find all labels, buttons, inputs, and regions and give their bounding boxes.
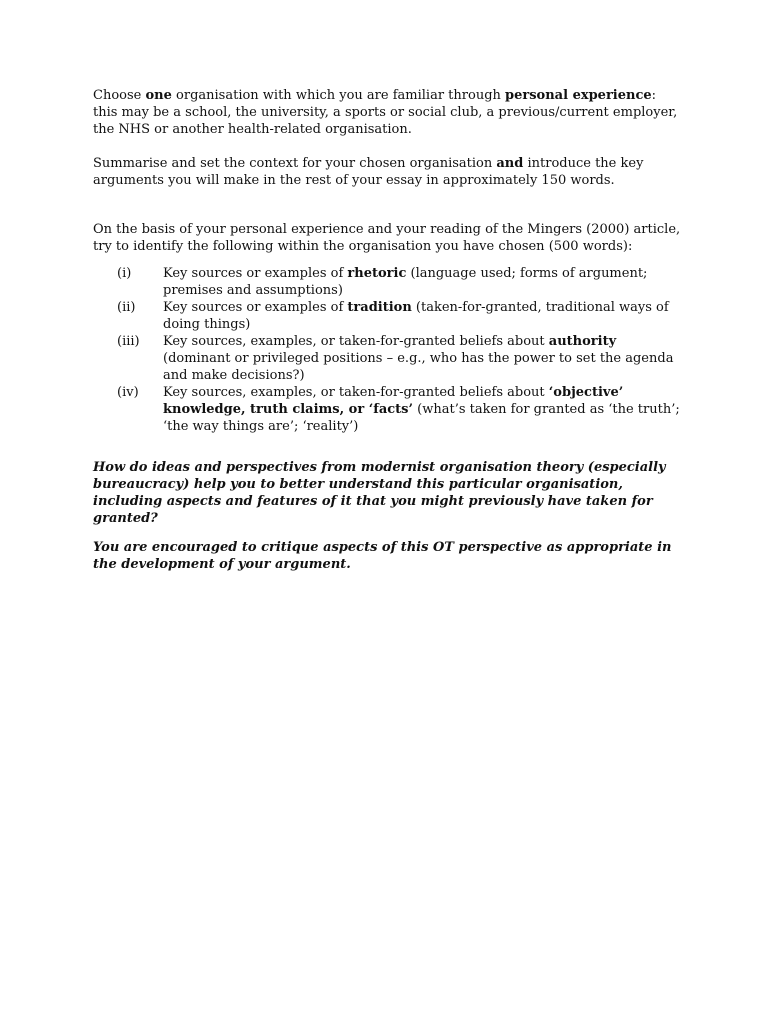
basis-paragraph: On the basis of your personal experience and your reading of the Mingers (2000) article, try to identify the following within the organisation you have chosen (500 words): [93,222,681,254]
list-item-text-part: (dominant or privileged positions – e.g., who has the power to set the agenda and make decisions?) [163,351,674,383]
list-item-text-part: Key sources or examples of [163,300,348,315]
list-item [93,384,683,435]
list-item-text-part: Key sources or examples of [163,266,348,281]
list-item-text [163,333,683,384]
list-item [93,299,683,333]
intro-paragraph [93,87,683,138]
identify-list [93,265,683,435]
list-item-text [163,384,683,435]
critique-note: You are encouraged to critique aspects of this OT perspective as appropriate in the development of your argument. [93,540,672,572]
list-item-keyword: ‘objective’ knowledge, truth claims, or ‘facts’ [163,385,624,417]
list-item-number: (ii) [117,300,136,315]
summary-text-2: introduce the key arguments you will make in the rest of your essay in approximately 150 words. [93,156,644,188]
intro-text-3: : this may be a school, the university, a sports or social club, a previous/current employer, the NHS or another health-related organisation. [93,88,678,137]
list-item [93,265,683,299]
list-item-text-part: Key sources, examples, or taken-for-granted beliefs about [163,334,549,349]
summary-paragraph [93,155,683,189]
list-item-text [163,299,683,333]
list-item-text [163,265,683,299]
list-item-text-part: Key sources, examples, or taken-for-granted beliefs about [163,385,549,400]
list-item-keyword: authority [548,334,617,349]
list-item-text-part: (taken-for-granted, traditional ways of doing things) [163,300,669,332]
summary-text-1: Summarise and set the context for your chosen organisation [93,156,497,171]
list-item-keyword: rhetoric [347,266,407,281]
list-item-text-part: (language used; forms of argument; premises and assumptions) [163,266,648,298]
intro-bold-personal-experience: personal experience [505,88,652,103]
intro-bold-one: one [145,88,172,103]
list-item-number: (iv) [117,385,139,400]
list-item-number: (iii) [117,334,140,349]
intro-text-2: organisation with which you are familiar through [171,88,506,103]
list-item [93,333,683,384]
list-item-number: (i) [117,266,132,281]
intro-text-1: Choose [93,88,146,103]
list-item-keyword: tradition [347,300,412,315]
document-page [93,87,683,573]
list-item-text-part: (what’s taken for granted as ‘the truth’; ‘the way things are’; ‘reality’) [163,402,680,434]
summary-bold-and: and [496,156,524,171]
essay-question: How do ideas and perspectives from modernist organisation theory (especially bureaucracy) help you to better understand this particular organisation, including aspects and features of it that you might previously have taken for granted? [93,460,666,526]
